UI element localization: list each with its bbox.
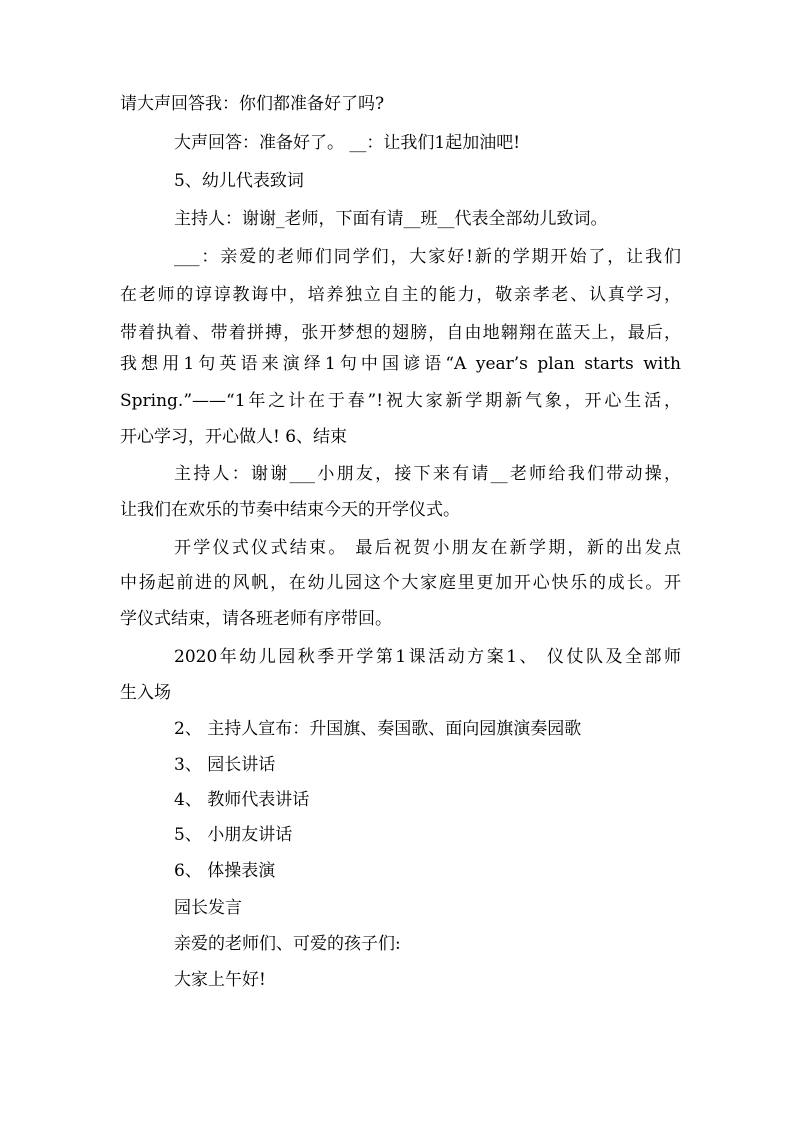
text-line: 开学仪式仪式结束。 最后祝贺小朋友在新学期，新的出发点 (174, 538, 681, 558)
text-line: Spring.”——“1年之计在于春”!祝大家新学期新气象，开心生活， (120, 391, 681, 411)
text-line: 带着执着、带着拼搏，张开梦想的翅膀，自由地翱翔在蓝天上，最后， (120, 323, 681, 343)
text-line: 5、 小朋友讲话 (174, 825, 293, 845)
text-line: 在老师的谆谆教诲中，培养独立自主的能力，敬亲孝老、认真学习， (120, 285, 681, 305)
text-line: 让我们在欢乐的节奏中结束今天的开学仪式。 (120, 500, 460, 520)
text-line: 2020年幼儿园秋季开学第1课活动方案1、 仪仗队及全部师 (174, 647, 681, 667)
text-line: 大家上午好! (174, 970, 266, 990)
text-line: 中扬起前进的风帆，在幼儿园这个大家庭里更加开心快乐的成长。开 (120, 573, 681, 593)
text-line: 园长发言 (174, 898, 242, 918)
text-line: 亲爱的老师们、可爱的孩子们: (174, 934, 401, 954)
text-line: 主持人：谢谢___小朋友，接下来有请__老师给我们带动操， (174, 464, 681, 484)
text-line: 开心学习，开心做人! 6、结束 (120, 427, 348, 447)
text-line: 6、 体操表演 (174, 861, 276, 881)
text-line: 5、幼儿代表致词 (174, 171, 304, 191)
text-line: ___：亲爱的老师们同学们，大家好!新的学期开始了，让我们 (174, 247, 681, 267)
text-line: 学仪式结束，请各班老师有序带回。 (120, 609, 392, 629)
text-line: 3、 园长讲话 (174, 755, 276, 775)
text-line: 生入场 (120, 683, 171, 703)
text-line: 主持人：谢谢_老师，下面有请__班__代表全部幼儿致词。 (174, 209, 608, 229)
text-line: 2、 主持人宣布：升国旗、奏国歌、面向园旗演奏园歌 (174, 719, 582, 739)
text-line: 4、 教师代表讲话 (174, 790, 310, 810)
text-line: 请大声回答我：你们都准备好了吗? (120, 94, 385, 114)
text-line: 大声回答：准备好了。 __：让我们1起加油吧! (174, 133, 521, 153)
text-line: 我想用1句英语来演绎1句中国谚语“A year’s plan starts with (120, 354, 681, 374)
